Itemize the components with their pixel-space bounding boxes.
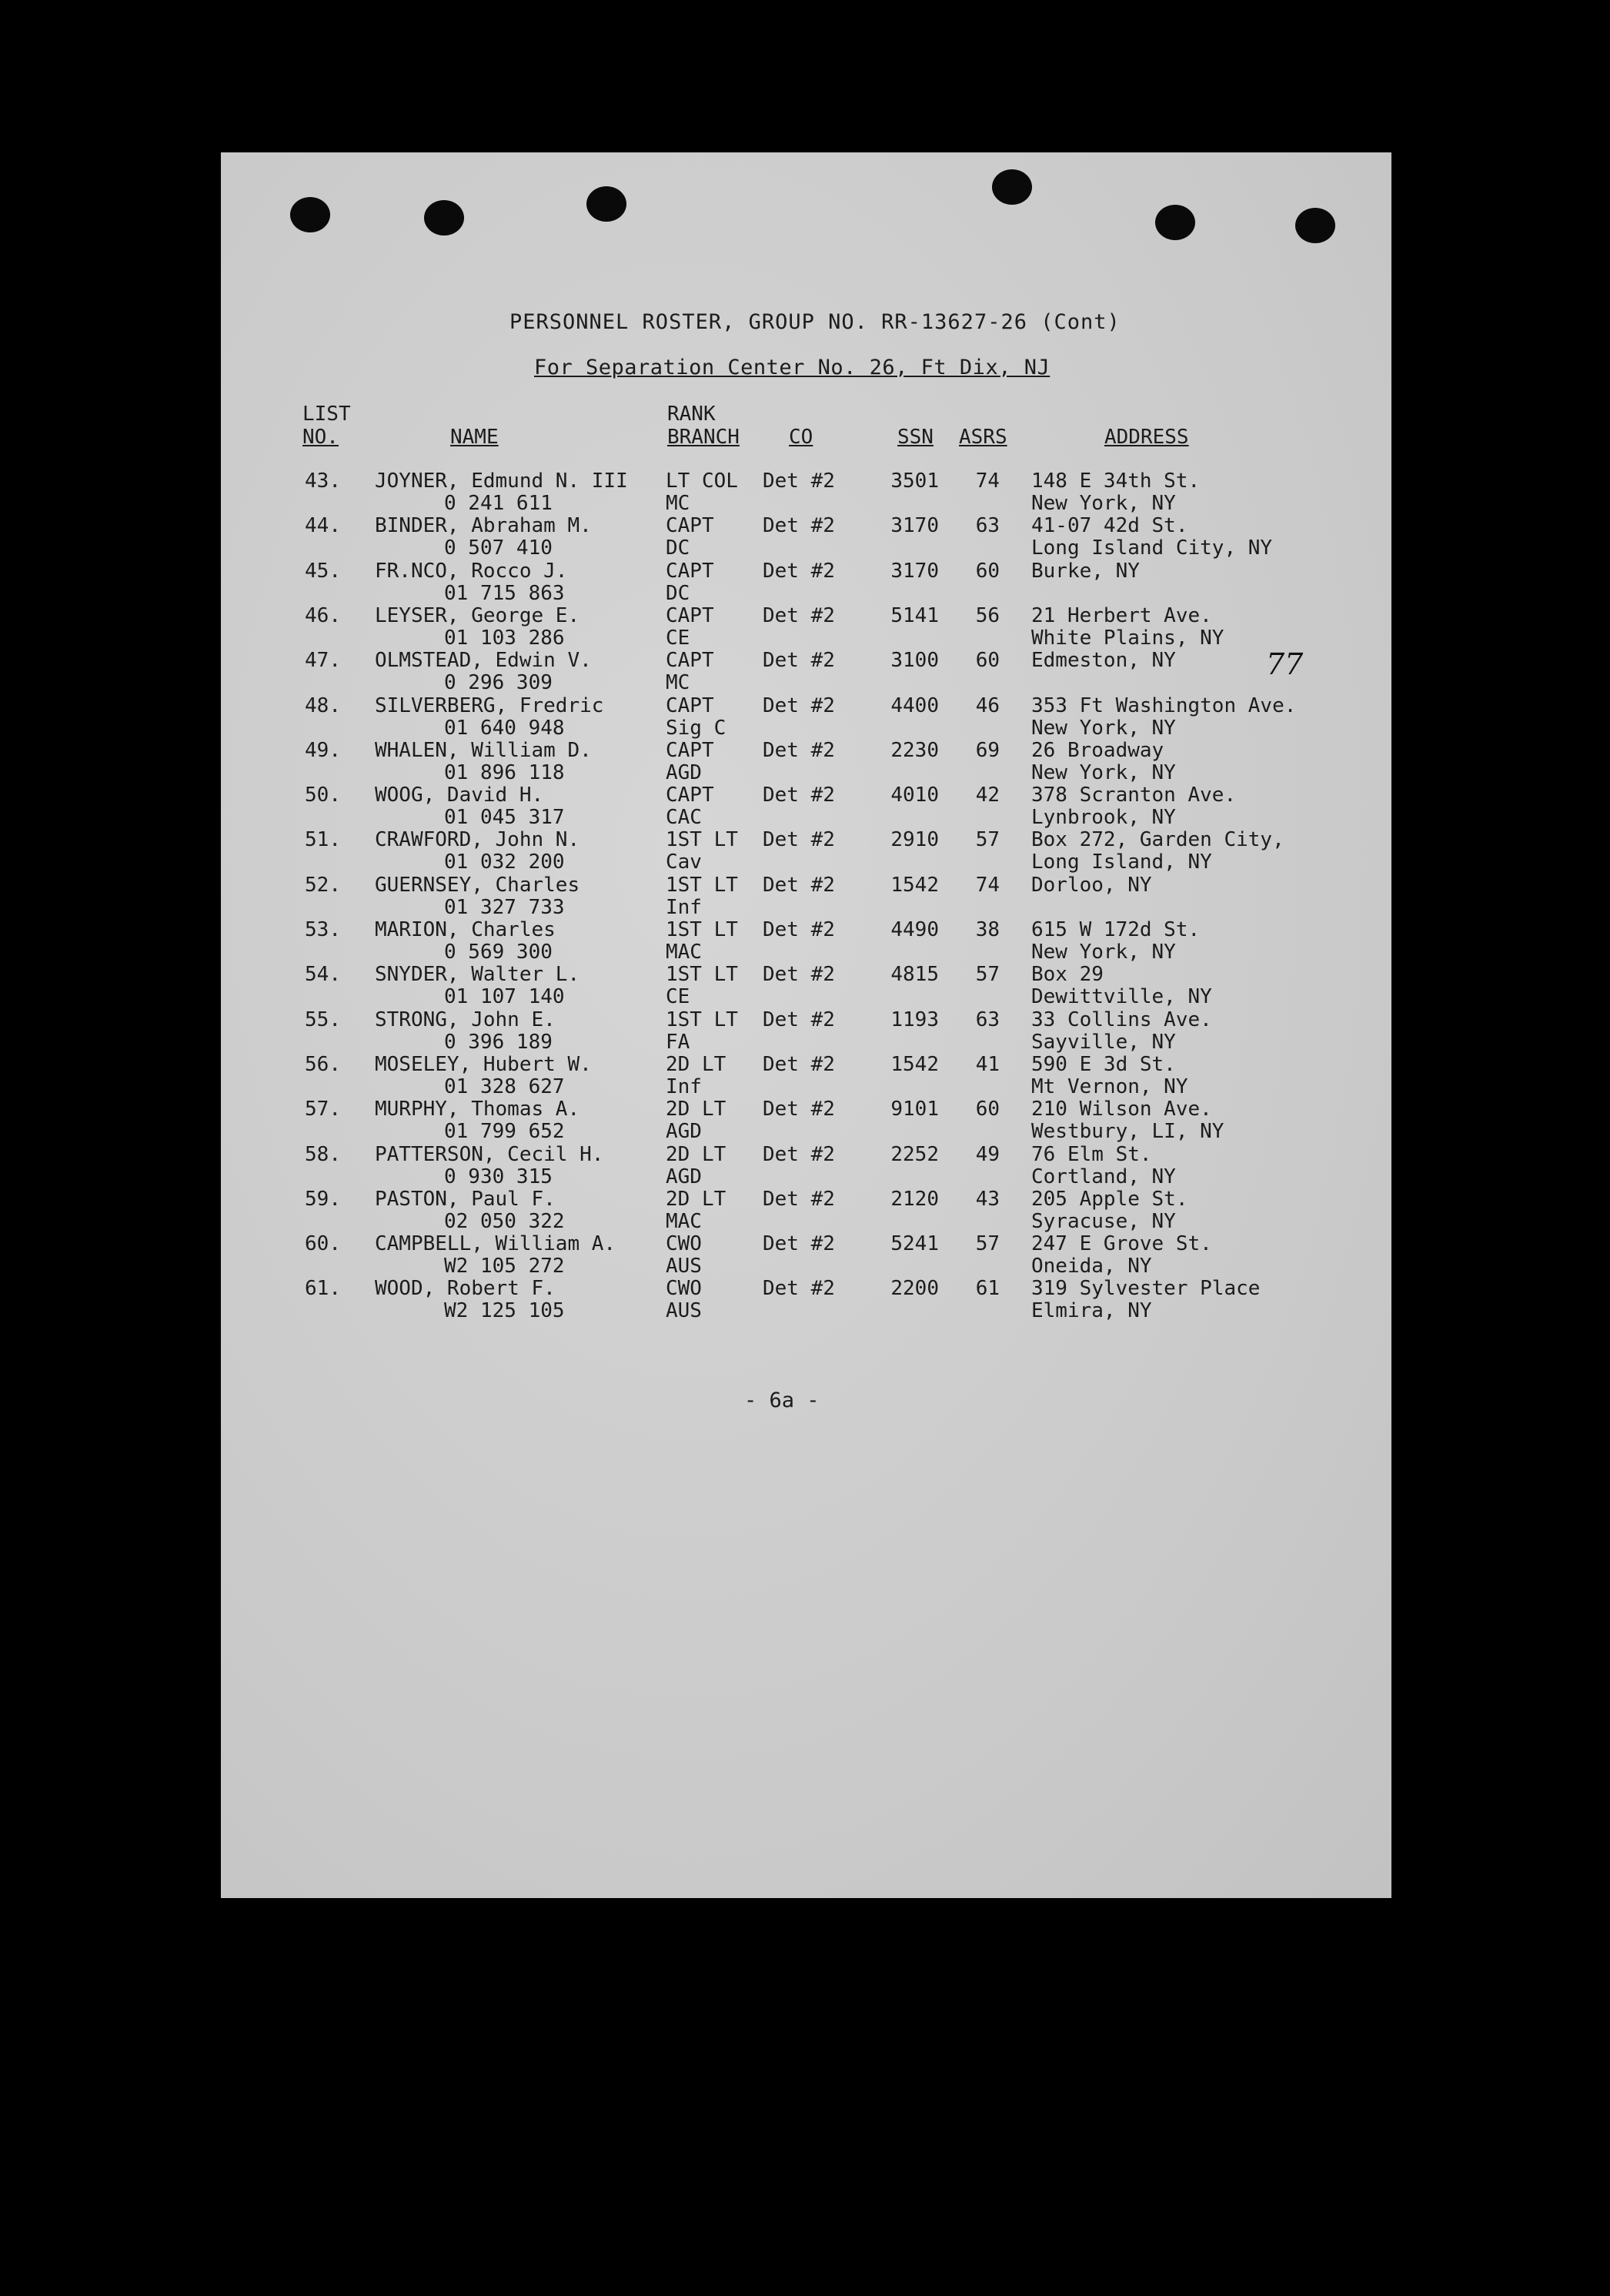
company: Det #2 bbox=[763, 603, 835, 627]
serial-number: 01 045 317 bbox=[444, 806, 565, 830]
address: Burke, NY bbox=[1031, 559, 1140, 583]
serial-number: 01 107 140 bbox=[444, 985, 565, 1009]
col-rank-branch: RANK BRANCH bbox=[667, 403, 740, 449]
asrs-score: 56 bbox=[975, 603, 1000, 627]
list-number: 43. bbox=[305, 470, 341, 493]
list-number: 50. bbox=[305, 784, 341, 807]
serial-number: 0 241 611 bbox=[444, 492, 553, 515]
asrs-score: 69 bbox=[975, 738, 1000, 762]
person-name: STRONG, John E. 0 396 189 bbox=[375, 1008, 556, 1054]
ssn: 4490 bbox=[890, 918, 939, 941]
ssn: 4400 bbox=[890, 693, 939, 717]
asrs-score: 60 bbox=[975, 649, 1000, 673]
asrs-score: 63 bbox=[975, 514, 1000, 538]
serial-number: 01 896 118 bbox=[444, 760, 565, 784]
company: Det #2 bbox=[763, 784, 835, 807]
rank-branch: CWO AUS bbox=[666, 1277, 702, 1323]
asrs-score: 42 bbox=[975, 784, 1000, 807]
rank-branch: CWO AUS bbox=[666, 1232, 702, 1278]
asrs-score: 74 bbox=[975, 873, 1000, 897]
list-number: 57. bbox=[305, 1098, 341, 1121]
roster-title: PERSONNEL ROSTER, GROUP NO. RR-13627-26 (Cont) bbox=[509, 310, 1121, 334]
handwritten-note: 77 bbox=[1266, 647, 1304, 681]
table-row bbox=[221, 1144, 1391, 1188]
rank-branch: 2D LT AGD bbox=[666, 1098, 727, 1144]
address: Edmeston, NY bbox=[1031, 649, 1176, 673]
address: 76 Elm St. Cortland, NY bbox=[1031, 1142, 1176, 1188]
rank-branch: CAPT CE bbox=[666, 603, 714, 650]
rank-branch: 2D LT Inf bbox=[666, 1052, 727, 1098]
list-number: 60. bbox=[305, 1232, 341, 1256]
list-number: 55. bbox=[305, 1008, 341, 1031]
address: 148 E 34th St. New York, NY bbox=[1031, 470, 1201, 515]
asrs-score: 63 bbox=[975, 1008, 1000, 1031]
person-name: FR.NCO, Rocco J. 01 715 863 bbox=[375, 559, 568, 605]
serial-number: 02 050 322 bbox=[444, 1209, 565, 1233]
person-name: CAMPBELL, William A. W2 105 272 bbox=[375, 1232, 616, 1278]
table-row bbox=[221, 1054, 1391, 1098]
ssn: 2252 bbox=[890, 1142, 939, 1166]
person-name: WHALEN, William D. 01 896 118 bbox=[375, 738, 592, 784]
table-row bbox=[221, 874, 1391, 919]
company: Det #2 bbox=[763, 873, 835, 897]
rank-branch: 1ST LT CE bbox=[666, 963, 738, 1009]
person-name: PATTERSON, Cecil H. 0 930 315 bbox=[375, 1142, 604, 1188]
address: 590 E 3d St. Mt Vernon, NY bbox=[1031, 1052, 1188, 1098]
asrs-score: 60 bbox=[975, 559, 1000, 583]
address: 26 Broadway New York, NY bbox=[1031, 738, 1176, 784]
ssn: 2200 bbox=[890, 1277, 939, 1301]
address: 615 W 172d St. New York, NY bbox=[1031, 918, 1201, 964]
address: 210 Wilson Ave. Westbury, LI, NY bbox=[1031, 1098, 1224, 1144]
person-name: JOYNER, Edmund N. III 0 241 611 bbox=[375, 470, 628, 515]
ssn: 4010 bbox=[890, 784, 939, 807]
company: Det #2 bbox=[763, 738, 835, 762]
serial-number: W2 125 105 bbox=[444, 1299, 565, 1323]
asrs-score: 57 bbox=[975, 828, 1000, 852]
serial-number: 0 569 300 bbox=[444, 941, 553, 964]
list-number: 48. bbox=[305, 693, 341, 717]
page-number: - 6a - bbox=[744, 1389, 820, 1412]
ssn: 9101 bbox=[890, 1098, 939, 1121]
company: Det #2 bbox=[763, 1008, 835, 1031]
asrs-score: 57 bbox=[975, 1232, 1000, 1256]
person-name: BINDER, Abraham M. 0 507 410 bbox=[375, 514, 592, 560]
company: Det #2 bbox=[763, 470, 835, 493]
roster-subtitle: For Separation Center No. 26, Ft Dix, NJ bbox=[534, 356, 1051, 379]
person-name: GUERNSEY, Charles 01 327 733 bbox=[375, 873, 580, 919]
punch-hole bbox=[992, 169, 1032, 205]
table-row bbox=[221, 1278, 1391, 1322]
company: Det #2 bbox=[763, 559, 835, 583]
punch-hole bbox=[424, 200, 464, 236]
list-number: 52. bbox=[305, 873, 341, 897]
company: Det #2 bbox=[763, 828, 835, 852]
person-name: WOOD, Robert F. W2 125 105 bbox=[375, 1277, 565, 1323]
person-name: LEYSER, George E. 01 103 286 bbox=[375, 603, 580, 650]
serial-number: 0 507 410 bbox=[444, 536, 553, 560]
ssn: 4815 bbox=[890, 963, 939, 987]
ssn: 5241 bbox=[890, 1232, 939, 1256]
list-number: 53. bbox=[305, 918, 341, 941]
serial-number: 01 327 733 bbox=[444, 895, 565, 919]
person-name: CRAWFORD, John N. 01 032 200 bbox=[375, 828, 580, 874]
table-row bbox=[221, 784, 1391, 829]
table-row bbox=[221, 919, 1391, 964]
ssn: 2120 bbox=[890, 1187, 939, 1211]
rank-branch: LT COL MC bbox=[666, 470, 738, 515]
asrs-score: 41 bbox=[975, 1052, 1000, 1076]
ssn: 1542 bbox=[890, 1052, 939, 1076]
serial-number: 01 032 200 bbox=[444, 851, 565, 874]
person-name: MARION, Charles 0 569 300 bbox=[375, 918, 556, 964]
company: Det #2 bbox=[763, 963, 835, 987]
list-number: 61. bbox=[305, 1277, 341, 1301]
list-number: 54. bbox=[305, 963, 341, 987]
rank-branch: CAPT CAC bbox=[666, 784, 714, 830]
table-row bbox=[221, 1233, 1391, 1278]
ssn: 3170 bbox=[890, 559, 939, 583]
punch-hole bbox=[586, 186, 626, 222]
address: 41-07 42d St. Long Island City, NY bbox=[1031, 514, 1273, 560]
table-row bbox=[221, 1188, 1391, 1233]
company: Det #2 bbox=[763, 1232, 835, 1256]
address: 378 Scranton Ave. Lynbrook, NY bbox=[1031, 784, 1237, 830]
rank-branch: CAPT Sig C bbox=[666, 693, 727, 740]
table-row bbox=[221, 695, 1391, 740]
serial-number: 01 799 652 bbox=[444, 1120, 565, 1144]
asrs-score: 49 bbox=[975, 1142, 1000, 1166]
table-row bbox=[221, 829, 1391, 874]
list-number: 59. bbox=[305, 1187, 341, 1211]
ssn: 2230 bbox=[890, 738, 939, 762]
ssn: 5141 bbox=[890, 603, 939, 627]
rank-branch: 1ST LT Inf bbox=[666, 873, 738, 919]
col-asrs: ASRS bbox=[959, 426, 1007, 449]
punch-hole bbox=[1155, 205, 1195, 240]
table-row bbox=[221, 740, 1391, 784]
person-name: WOOG, David H. 01 045 317 bbox=[375, 784, 565, 830]
list-number: 51. bbox=[305, 828, 341, 852]
rank-branch: CAPT MC bbox=[666, 649, 714, 695]
serial-number: 01 640 948 bbox=[444, 716, 565, 740]
address: 21 Herbert Ave. White Plains, NY bbox=[1031, 603, 1224, 650]
ssn: 3100 bbox=[890, 649, 939, 673]
company: Det #2 bbox=[763, 918, 835, 941]
person-name: SILVERBERG, Fredric 01 640 948 bbox=[375, 693, 604, 740]
company: Det #2 bbox=[763, 1277, 835, 1301]
address: 319 Sylvester Place Elmira, NY bbox=[1031, 1277, 1261, 1323]
asrs-score: 57 bbox=[975, 963, 1000, 987]
serial-number: 0 296 309 bbox=[444, 671, 553, 695]
table-row bbox=[221, 515, 1391, 560]
address: 33 Collins Ave. Sayville, NY bbox=[1031, 1008, 1212, 1054]
person-name: MOSELEY, Hubert W. 01 328 627 bbox=[375, 1052, 592, 1098]
serial-number: 0 396 189 bbox=[444, 1030, 553, 1054]
table-row bbox=[221, 1009, 1391, 1054]
address: 247 E Grove St. Oneida, NY bbox=[1031, 1232, 1212, 1278]
company: Det #2 bbox=[763, 649, 835, 673]
serial-number: 0 930 315 bbox=[444, 1165, 553, 1188]
company: Det #2 bbox=[763, 1098, 835, 1121]
company: Det #2 bbox=[763, 1052, 835, 1076]
rank-branch: 1ST LT FA bbox=[666, 1008, 738, 1054]
col-list-no: LIST NO. bbox=[302, 403, 351, 449]
asrs-score: 38 bbox=[975, 918, 1000, 941]
col-name: NAME bbox=[450, 426, 499, 449]
person-name: PASTON, Paul F. 02 050 322 bbox=[375, 1187, 565, 1233]
document-page bbox=[221, 152, 1391, 1898]
address: Box 272, Garden City, Long Island, NY bbox=[1031, 828, 1284, 874]
serial-number: 01 715 863 bbox=[444, 581, 565, 605]
ssn: 3501 bbox=[890, 470, 939, 493]
asrs-score: 43 bbox=[975, 1187, 1000, 1211]
ssn: 3170 bbox=[890, 514, 939, 538]
table-row bbox=[221, 470, 1391, 515]
ssn: 1193 bbox=[890, 1008, 939, 1031]
rank-branch: CAPT DC bbox=[666, 514, 714, 560]
col-co: CO bbox=[789, 426, 813, 449]
asrs-score: 74 bbox=[975, 470, 1000, 493]
rank-branch: CAPT DC bbox=[666, 559, 714, 605]
company: Det #2 bbox=[763, 1142, 835, 1166]
address: 353 Ft Washington Ave. New York, NY bbox=[1031, 693, 1297, 740]
serial-number: 01 328 627 bbox=[444, 1074, 565, 1098]
serial-number: W2 105 272 bbox=[444, 1255, 565, 1278]
rank-branch: 1ST LT Cav bbox=[666, 828, 738, 874]
person-name: OLMSTEAD, Edwin V. 0 296 309 bbox=[375, 649, 592, 695]
rank-branch: CAPT AGD bbox=[666, 738, 714, 784]
list-number: 46. bbox=[305, 603, 341, 627]
rank-branch: 2D LT AGD bbox=[666, 1142, 727, 1188]
company: Det #2 bbox=[763, 514, 835, 538]
serial-number: 01 103 286 bbox=[444, 626, 565, 650]
ssn: 1542 bbox=[890, 873, 939, 897]
rank-branch: 2D LT MAC bbox=[666, 1187, 727, 1233]
punch-hole bbox=[1295, 208, 1335, 243]
table-row bbox=[221, 605, 1391, 650]
col-ssn: SSN bbox=[897, 426, 934, 449]
table-row bbox=[221, 964, 1391, 1008]
list-number: 49. bbox=[305, 738, 341, 762]
list-number: 44. bbox=[305, 514, 341, 538]
list-number: 47. bbox=[305, 649, 341, 673]
person-name: SNYDER, Walter L. 01 107 140 bbox=[375, 963, 580, 1009]
company: Det #2 bbox=[763, 693, 835, 717]
address: 205 Apple St. Syracuse, NY bbox=[1031, 1187, 1188, 1233]
table-row bbox=[221, 560, 1391, 605]
asrs-score: 60 bbox=[975, 1098, 1000, 1121]
address: Box 29 Dewittville, NY bbox=[1031, 963, 1212, 1009]
address: Dorloo, NY bbox=[1031, 873, 1152, 897]
table-row bbox=[221, 650, 1391, 694]
company: Det #2 bbox=[763, 1187, 835, 1211]
list-number: 58. bbox=[305, 1142, 341, 1166]
list-number: 56. bbox=[305, 1052, 341, 1076]
ssn: 2910 bbox=[890, 828, 939, 852]
table-row bbox=[221, 1098, 1391, 1143]
list-number: 45. bbox=[305, 559, 341, 583]
rank-branch: 1ST LT MAC bbox=[666, 918, 738, 964]
col-address: ADDRESS bbox=[1104, 426, 1189, 449]
asrs-score: 61 bbox=[975, 1277, 1000, 1301]
person-name: MURPHY, Thomas A. 01 799 652 bbox=[375, 1098, 580, 1144]
punch-hole bbox=[290, 197, 330, 232]
asrs-score: 46 bbox=[975, 693, 1000, 717]
